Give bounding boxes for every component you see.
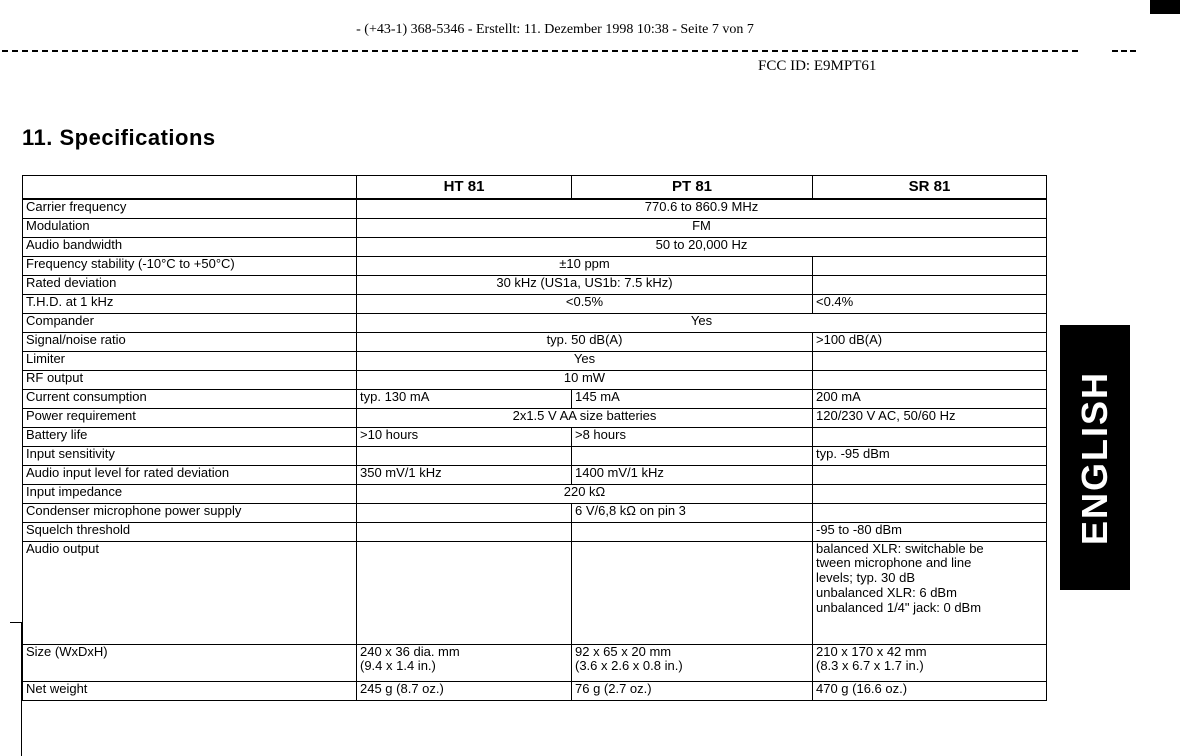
spec-value-ht81 bbox=[357, 541, 572, 644]
row-label: Carrier frequency bbox=[23, 199, 357, 218]
row-label: Limiter bbox=[23, 351, 357, 370]
row-label: Size (WxDxH) bbox=[23, 644, 357, 681]
table-row bbox=[23, 237, 1047, 256]
table-row bbox=[23, 389, 1047, 408]
spec-value-sr81 bbox=[813, 370, 1047, 389]
section-title: 11. Specifications bbox=[22, 125, 216, 150]
spec-value-sr81: 120/230 V AC, 50/60 Hz bbox=[813, 408, 1047, 427]
row-label: Power requirement bbox=[23, 408, 357, 427]
spec-value: ±10 ppm bbox=[357, 256, 813, 275]
row-label: Rated deviation bbox=[23, 275, 357, 294]
table-row bbox=[23, 256, 1047, 275]
row-label: Squelch threshold bbox=[23, 522, 357, 541]
spec-value-ht81 bbox=[357, 503, 572, 522]
spec-value-sr81: 470 g (16.6 oz.) bbox=[813, 681, 1047, 700]
table-row bbox=[23, 218, 1047, 237]
spec-value-sr81 bbox=[813, 256, 1047, 275]
table-row bbox=[23, 408, 1047, 427]
row-label: Audio output bbox=[23, 541, 357, 644]
language-tab-label: ENGLISH bbox=[1074, 370, 1115, 545]
column-header-sr81: SR 81 bbox=[813, 176, 1047, 200]
size-mm: 240 x 36 dia. mm bbox=[360, 644, 460, 659]
audio-output-line: unbalanced XLR: 6 dBm bbox=[816, 585, 957, 601]
spec-value-sr81: -95 to -80 dBm bbox=[813, 522, 1047, 541]
spec-value-pt81: 145 mA bbox=[572, 389, 813, 408]
size-in: (9.4 x 1.4 in.) bbox=[360, 658, 436, 674]
spec-value-ht81 bbox=[357, 446, 572, 465]
row-label: Frequency stability (-10°C to +50°C) bbox=[23, 256, 357, 275]
spec-value-sr81: >100 dB(A) bbox=[813, 332, 1047, 351]
table-row bbox=[23, 503, 1047, 522]
row-label: T.H.D. at 1 kHz bbox=[23, 294, 357, 313]
table-row bbox=[23, 275, 1047, 294]
row-label: Modulation bbox=[23, 218, 357, 237]
spec-value-sr81 bbox=[813, 484, 1047, 503]
row-label: Battery life bbox=[23, 427, 357, 446]
spec-value: FM bbox=[357, 218, 1047, 237]
spec-value: <0.5% bbox=[357, 294, 813, 313]
spec-value-sr81 bbox=[813, 275, 1047, 294]
spec-value: 30 kHz (US1a, US1b: 7.5 kHz) bbox=[357, 275, 813, 294]
spec-value: 2x1.5 V AA size batteries bbox=[357, 408, 813, 427]
audio-output-line: unbalanced 1/4" jack: 0 dBm bbox=[816, 600, 982, 616]
spec-value-pt81 bbox=[572, 522, 813, 541]
spec-value-pt81: 6 V/6,8 kΩ on pin 3 bbox=[572, 503, 813, 522]
size-mm: 92 x 65 x 20 mm bbox=[575, 644, 672, 659]
spec-value: 770.6 to 860.9 MHz bbox=[357, 199, 1047, 218]
spec-value-ht81: 245 g (8.7 oz.) bbox=[357, 681, 572, 700]
spec-value-ht81: >10 hours bbox=[357, 427, 572, 446]
table-row bbox=[23, 294, 1047, 313]
table-row bbox=[23, 351, 1047, 370]
row-label: Net weight bbox=[23, 681, 357, 700]
spec-value-pt81: 76 g (2.7 oz.) bbox=[572, 681, 813, 700]
header-divider-end bbox=[1112, 50, 1136, 52]
table-row bbox=[23, 370, 1047, 389]
spec-value-sr81: 200 mA bbox=[813, 389, 1047, 408]
spec-value-ht81: typ. 130 mA bbox=[357, 389, 572, 408]
spec-value-pt81: 1400 mV/1 kHz bbox=[572, 465, 813, 484]
spec-value: 10 mW bbox=[357, 370, 813, 389]
row-label: Signal/noise ratio bbox=[23, 332, 357, 351]
spec-value-ht81 bbox=[357, 644, 572, 681]
audio-output-line: levels; typ. 30 dB bbox=[816, 570, 915, 586]
size-in: (8.3 x 6.7 x 1.7 in.) bbox=[816, 658, 924, 674]
row-label: RF output bbox=[23, 370, 357, 389]
row-label: Condenser microphone power supply bbox=[23, 503, 357, 522]
row-label: Input impedance bbox=[23, 484, 357, 503]
table-row bbox=[23, 332, 1047, 351]
spec-value: typ. 50 dB(A) bbox=[357, 332, 813, 351]
table-row bbox=[23, 681, 1047, 700]
table-row bbox=[23, 313, 1047, 332]
specifications-table bbox=[22, 175, 1047, 701]
language-tab bbox=[1060, 325, 1130, 590]
row-label: Audio input level for rated deviation bbox=[23, 465, 357, 484]
spec-value: 50 to 20,000 Hz bbox=[357, 237, 1047, 256]
spec-value-ht81: 350 mV/1 kHz bbox=[357, 465, 572, 484]
row-label: Input sensitivity bbox=[23, 446, 357, 465]
table-row bbox=[23, 522, 1047, 541]
fcc-id: FCC ID: E9MPT61 bbox=[758, 58, 877, 74]
table-header-row bbox=[23, 176, 1047, 200]
header-divider bbox=[2, 50, 1078, 52]
table-row bbox=[23, 465, 1047, 484]
table-row bbox=[23, 484, 1047, 503]
size-mm: 210 x 170 x 42 mm bbox=[816, 644, 927, 659]
audio-output-line: tween microphone and line bbox=[816, 555, 972, 571]
table-row bbox=[23, 446, 1047, 465]
column-header-blank bbox=[23, 176, 357, 200]
table-row bbox=[23, 427, 1047, 446]
spec-value-sr81: typ. -95 dBm bbox=[813, 446, 1047, 465]
corner-mark bbox=[1150, 0, 1180, 14]
audio-output-line: balanced XLR: switchable be bbox=[816, 541, 984, 556]
spec-value-sr81 bbox=[813, 427, 1047, 446]
fax-header: - (+43-1) 368-5346 - Erstellt: 11. Dezember 1998 10:38 - Seite 7 von 7 bbox=[356, 22, 754, 37]
spec-value-pt81 bbox=[572, 446, 813, 465]
spec-value-sr81 bbox=[813, 541, 1047, 644]
spec-value-sr81: <0.4% bbox=[813, 294, 1047, 313]
column-header-ht81: HT 81 bbox=[357, 176, 572, 200]
spec-value-pt81: >8 hours bbox=[572, 427, 813, 446]
spec-value-sr81 bbox=[813, 644, 1047, 681]
table-row bbox=[23, 541, 1047, 644]
spec-value: 220 kΩ bbox=[357, 484, 813, 503]
spec-value-pt81 bbox=[572, 644, 813, 681]
spec-value-ht81 bbox=[357, 522, 572, 541]
spec-value-sr81 bbox=[813, 503, 1047, 522]
row-label: Current consumption bbox=[23, 389, 357, 408]
column-header-pt81: PT 81 bbox=[572, 176, 813, 200]
table-row bbox=[23, 199, 1047, 218]
table-row bbox=[23, 644, 1047, 681]
row-label: Audio bandwidth bbox=[23, 237, 357, 256]
spec-value: Yes bbox=[357, 313, 1047, 332]
spec-value-sr81 bbox=[813, 465, 1047, 484]
spec-value-pt81 bbox=[572, 541, 813, 644]
size-in: (3.6 x 2.6 x 0.8 in.) bbox=[575, 658, 683, 674]
row-label: Compander bbox=[23, 313, 357, 332]
spec-value-sr81 bbox=[813, 351, 1047, 370]
spec-value: Yes bbox=[357, 351, 813, 370]
